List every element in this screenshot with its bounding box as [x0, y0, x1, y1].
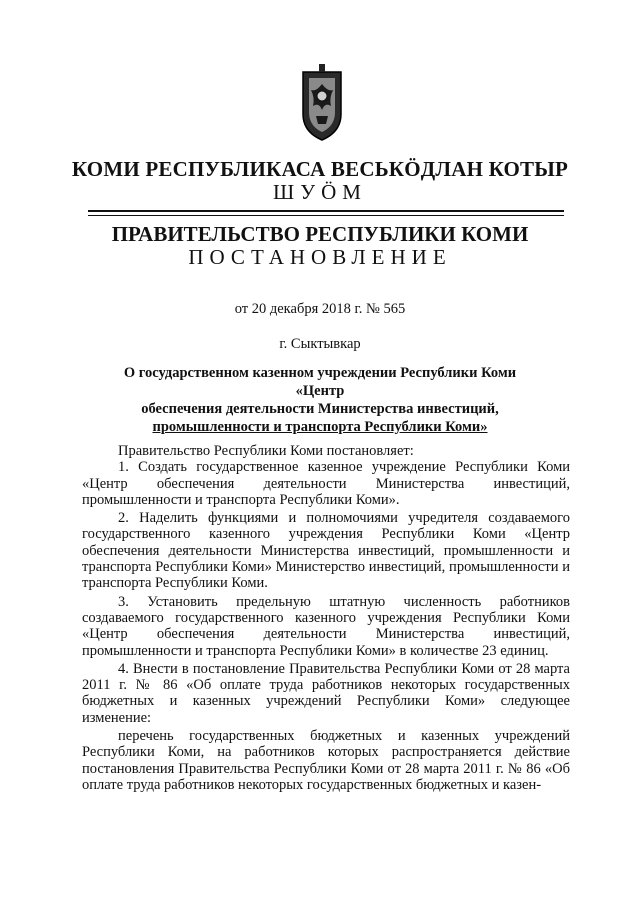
header-divider-thin	[88, 215, 564, 216]
government-title: ПРАВИТЕЛЬСТВО РЕСПУБЛИКИ КОМИ	[111, 222, 529, 246]
paragraph-5: перечень государственных бюджетных и казенных учреждений Республики Коми, на работников которых распространяется действие постановления Правительства Республики Коми от 28 марта 2011 г. № 86 «Об оплате труда работников некоторых государственных бюджетных и казен-	[82, 728, 570, 793]
coat-of-arms-icon	[299, 62, 345, 142]
document-body	[82, 443, 570, 793]
paragraph-2: 2. Наделить функциями и полномочиями учредителя создаваемого государственного казенного учреждения Республики Коми «Центр обеспечения деятельности Министерства инвестиций, промышленности и транспорта Республики Коми» Министерство инвестиций, промышленности и транспорта Республики Коми.	[82, 510, 570, 592]
paragraph-1: 1. Создать государственное казенное учреждение Республики Коми «Центр обеспечения деятельности Министерства инвестиций, промышленности и транспорта Республики Коми».	[82, 459, 570, 508]
document-date-number: от 20 декабря 2018 г. № 565	[234, 301, 406, 317]
komi-government-title: КОМИ РЕСПУБЛИКАСА ВЕСЬКӦДЛАН КОТЫР	[71, 157, 569, 181]
header-divider-thick	[88, 210, 564, 212]
document-subject	[100, 364, 540, 436]
subject-line: О государственном казенном учреждении Республики Коми «Центр	[123, 365, 517, 399]
document-city: г. Сыктывкар	[279, 336, 361, 352]
intro-paragraph: Правительство Республики Коми постановляет:	[118, 443, 414, 459]
paragraph-3: 3. Установить предельную штатную численность работников создаваемого государственного казенного учреждения Республики Коми «Центр обеспечения деятельности Министерства инвестиций, промышленности и транспорта Республики Коми» в количестве 23 единиц.	[82, 593, 570, 659]
subject-line: обеспечения деятельности Министерства инвестиций,	[141, 401, 499, 417]
paragraph-4: 4. Внести в постановление Правительства Республики Коми от 28 марта 2011 г. № 86 «Об оплате труда работников некоторых государственных бюджетных и казенных учреждений Республики Коми» следующее изменение:	[82, 660, 570, 726]
komi-document-type: ШУÖМ	[273, 180, 367, 204]
document-type: ПОСТАНОВЛЕНИЕ	[188, 245, 452, 269]
subject-line: промышленности и транспорта Республики Коми»	[152, 419, 488, 435]
